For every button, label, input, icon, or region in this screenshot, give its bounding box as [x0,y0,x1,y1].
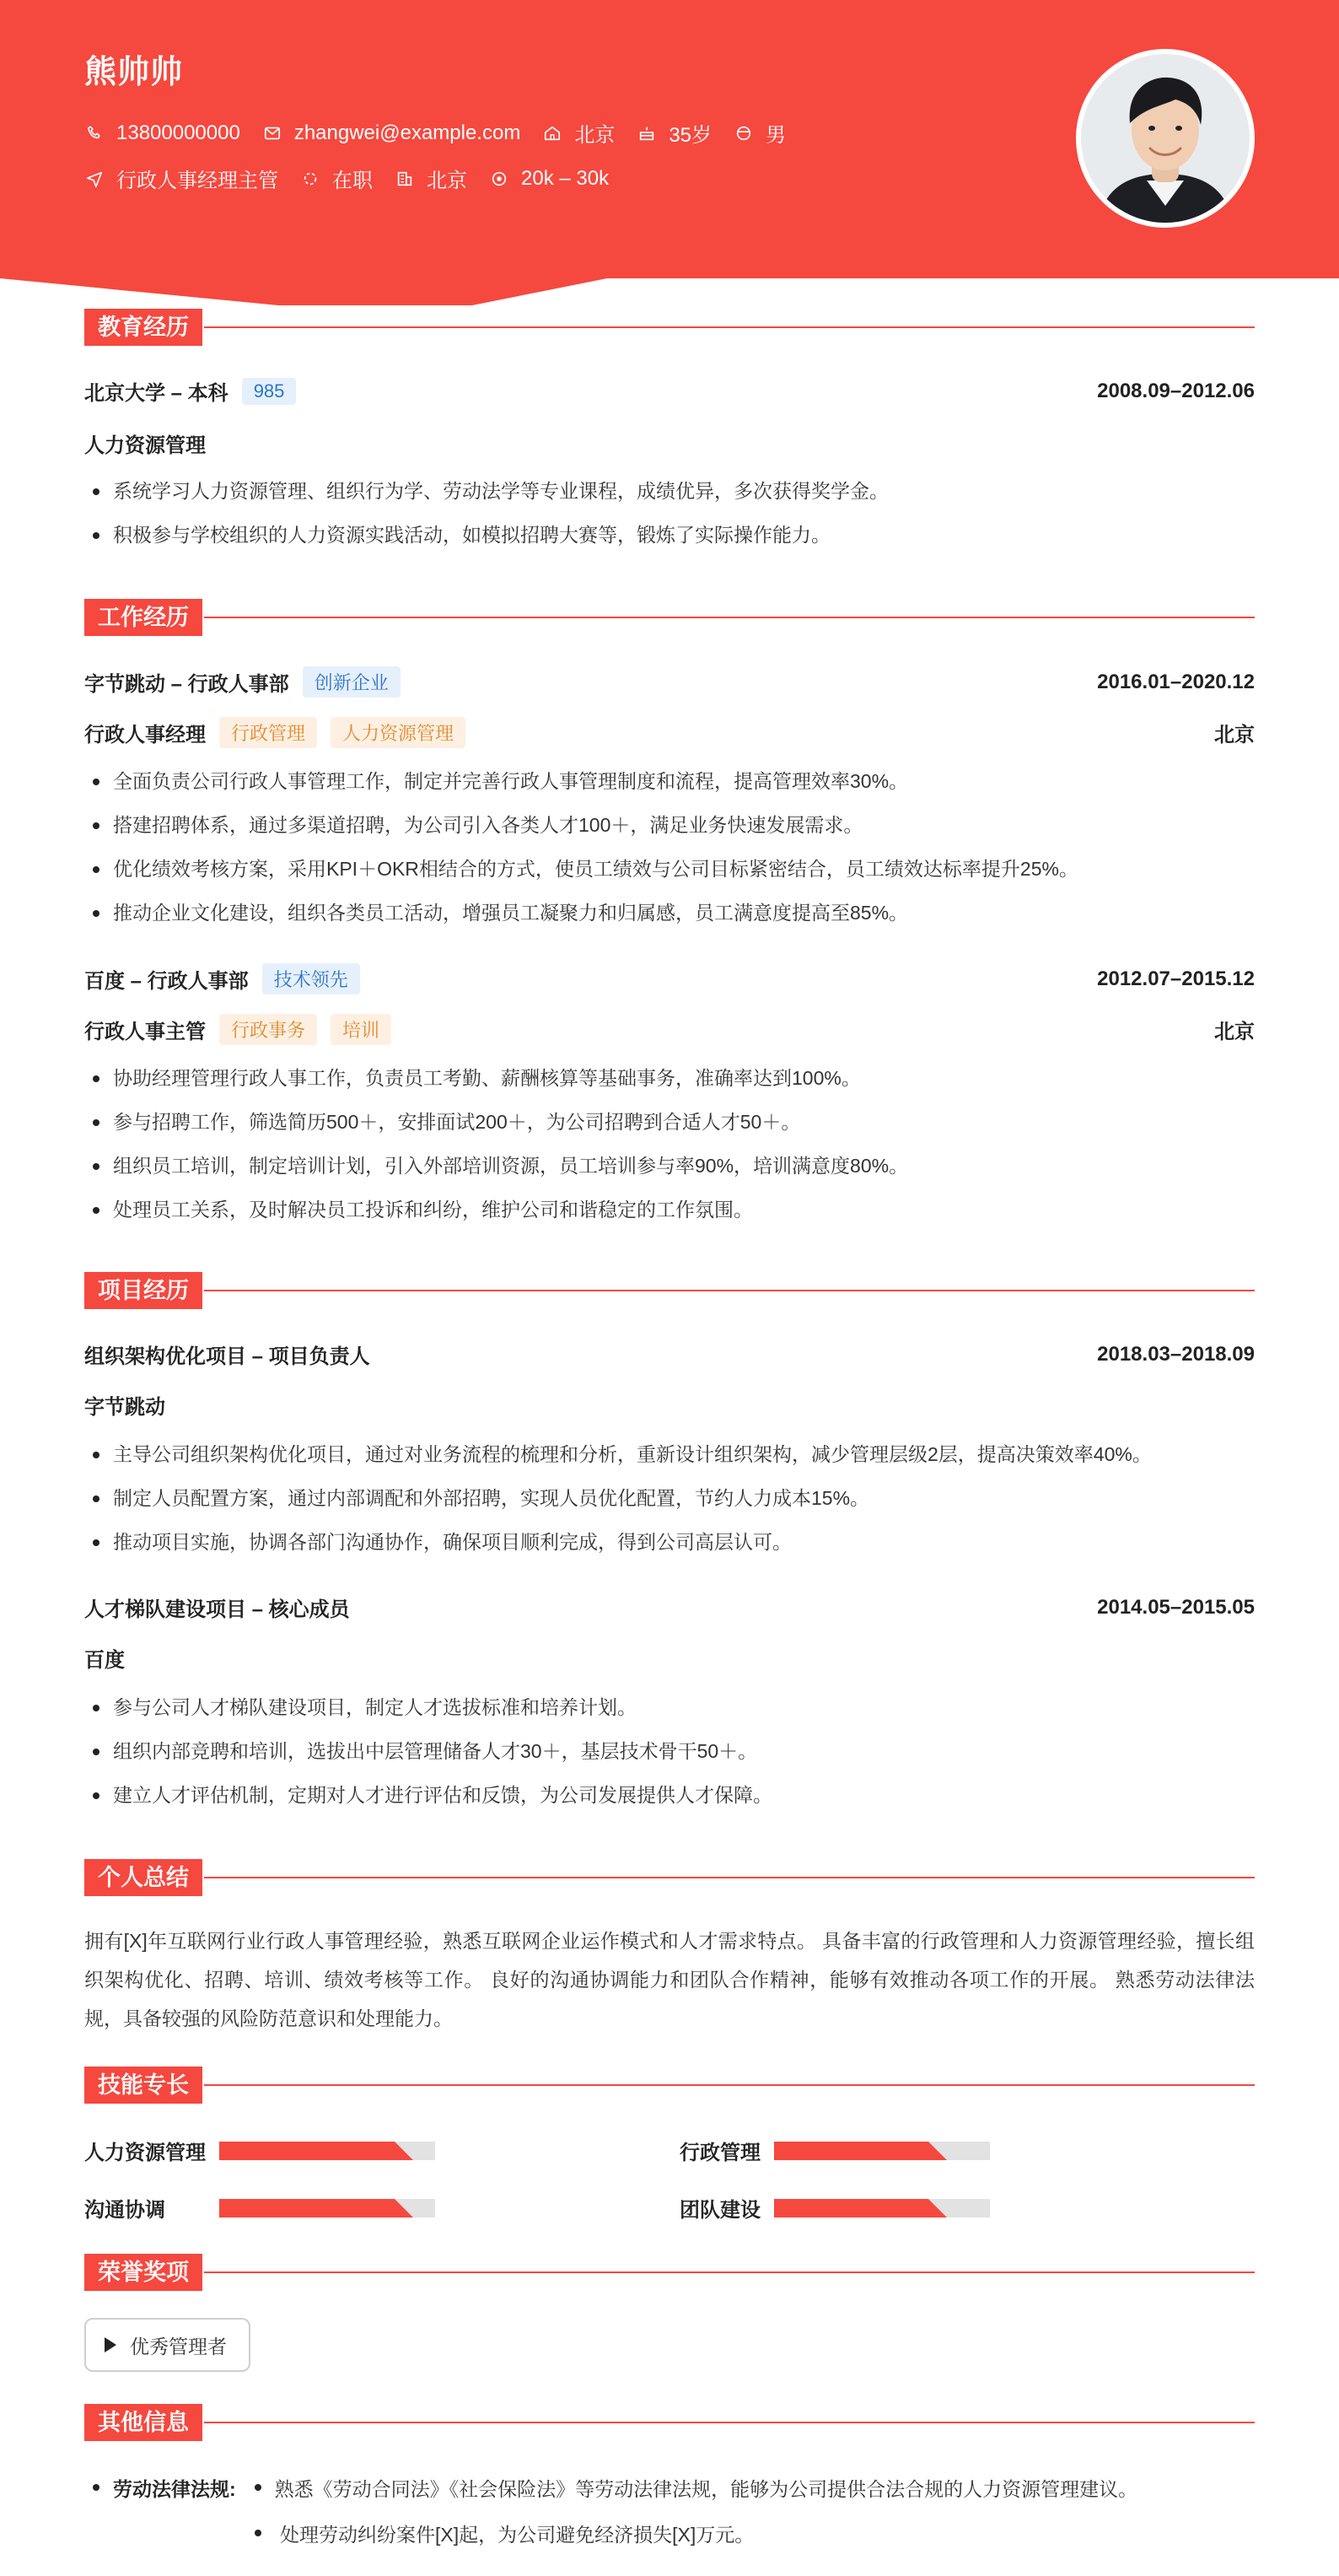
other-section-header [84,2404,1255,2441]
job-location: 北京 [1214,1021,1255,1043]
email-info [262,121,521,145]
award-label: 优秀管理者 [130,2335,227,2358]
phone-info [84,121,240,145]
skill-item [84,2136,435,2165]
salary-text: 20k – 30k [521,166,610,190]
project-1-org-row [84,1390,1255,1420]
list-item: 制定人员配置方案，通过内部调配和外部招聘，实现人员优化配置，节约人力成本15%。 [84,1476,1255,1520]
phone-text: 13800000000 [116,121,240,144]
role-tag: 人力资源管理 [331,717,465,748]
major-name: 人力资源管理 [84,434,206,457]
skill-item [680,2136,990,2165]
role-tag: 行政管理 [219,717,317,748]
coin-icon [489,169,509,189]
work-section-header [84,599,1255,636]
resume-header [0,0,1339,312]
send-icon [84,169,105,189]
email-text: zhangwei@example.com [293,121,521,144]
list-item: 组织员工培训，制定培训计划，引入外部培训资源，员工培训参与率90%，培训满意度80%。 [84,1144,1255,1188]
major-row [84,428,1255,458]
list-item: 系统学习人力资源管理、组织行为学、劳动法学等专业课程，成绩优异，多次获得奖学金。 [84,469,1255,513]
skill-bar-fill [219,2199,395,2218]
other-info-text: 处理劳动纠纷案件[X]起，为公司避免经济损失[X]万元。 [280,2523,755,2546]
cake-icon [637,123,657,143]
list-item: 全面负责公司行政人事管理工作，制定并完善行政人事管理制度和流程，提高管理效率30%。 [84,759,1255,803]
job-2-row [84,963,1255,994]
project-date: 2014.05–2015.05 [1097,1595,1255,1619]
status-icon [300,169,320,189]
job-date: 2012.07–2015.12 [1097,967,1255,990]
school-name: 北京大学 – 本科 [84,382,229,405]
play-icon [105,2337,116,2352]
project-date: 2018.03–2018.09 [1097,1342,1255,1366]
building-icon [395,169,415,189]
summary-section-title: 个人总结 [84,1859,202,1896]
project-2-row [84,1592,1255,1622]
project-2-org-row [84,1643,1255,1673]
skill-name: 行政管理 [680,2142,761,2164]
status-text: 在职 [332,170,373,192]
summary-section-header [84,1859,1255,1896]
list-item: 推动项目实施，协调各部门沟通协作，确保项目顺利完成，得到公司高层认可。 [84,1520,1255,1564]
job-company: 百度 – 行政人事部 [84,970,249,993]
target-job-text: 行政人事经理主管 [116,170,278,192]
job-1-role-row [84,717,1255,748]
education-bullets [84,469,1255,557]
role-tag: 培训 [331,1014,391,1045]
target-city-text: 北京 [427,170,467,192]
list-item: 参与公司人才梯队建设项目，制定人才选拔标准和培养计划。 [84,1685,1255,1729]
section-divider [204,326,1255,328]
age-info [637,118,712,148]
other-info-row [84,2465,1255,2510]
education-row [84,376,1255,406]
list-item: 参与招聘工作，筛选简历500＋，安排面试200＋，为公司招聘到合适人才50＋。 [84,1100,1255,1144]
skill-bar [774,2142,990,2160]
other-info-text: 熟悉《劳动合同法》《社会保险法》等劳动法律法规，能够为公司提供合法合规的人力资源管理建议。 [274,2477,1138,2500]
list-item: 主导公司组织架构优化项目，通过对业务流程的梳理和分析，重新设计组织架构，减少管理层级2层，提高决策效率40%。 [84,1432,1255,1476]
skill-item [680,2193,990,2223]
status-info [300,164,373,193]
company-badge: 技术领先 [262,963,360,994]
section-divider [204,2084,1255,2086]
phone-icon [84,123,105,143]
avatar [1076,49,1255,228]
other-info-label: 劳动法律法规: [113,2477,236,2500]
project-2-bullets [84,1685,1255,1817]
company-badge: 创新企业 [303,666,401,698]
job-location: 北京 [1214,724,1255,746]
list-item: 搭建招聘体系，通过多渠道招聘，为公司引入各类人才100＋，满足业务快速发展需求。 [84,803,1255,847]
award-chip [84,2318,250,2372]
education-section-header [84,309,1255,346]
project-org: 百度 [84,1649,125,1672]
awards-section-title: 荣誉奖项 [84,2254,202,2291]
awards-section-header [84,2254,1255,2291]
project-1-row [84,1339,1255,1369]
list-item: 组织内部竞聘和培训，选拔出中层管理储备人才30＋，基层技术骨干50＋。 [84,1729,1255,1773]
skill-item [84,2193,435,2223]
other-info-row [84,2510,1255,2556]
role-tag: 行政事务 [219,1014,317,1045]
bullet-dot [93,2484,99,2491]
job-role: 行政人事经理 [84,724,206,746]
job-intent-row [84,164,631,193]
city-text: 北京 [574,124,616,147]
gender-info [734,118,786,148]
education-date: 2008.09–2012.06 [1097,379,1255,402]
section-divider [204,1290,1255,1291]
section-divider [204,1877,1255,1878]
other-info [84,2465,1255,2556]
gender-text: 男 [766,124,787,147]
skill-bar-fill [219,2142,395,2160]
list-item: 处理员工关系，及时解决员工投诉和纠纷，维护公司和谐稳定的工作氛围。 [84,1188,1255,1231]
gender-icon [734,123,754,143]
list-item: 优化绩效考核方案，采用KPI＋OKR相结合的方式，使员工绩效与公司目标紧密结合，员工绩效达标率提升25%。 [84,847,1255,891]
bullet-dot [255,2530,261,2536]
skill-bar-fill [774,2142,928,2160]
bullet-dot [255,2484,261,2491]
skill-bar [774,2199,990,2218]
city-info [542,118,615,148]
skill-name: 团队建设 [680,2199,761,2222]
skills-section-header [84,2067,1255,2104]
skill-bar [219,2142,435,2160]
job-1-bullets [84,759,1255,935]
candidate-name: 熊帅帅 [84,55,184,90]
skill-bar [219,2199,435,2218]
home-icon [542,123,562,143]
section-divider [204,2272,1255,2273]
job-2-role-row [84,1014,1255,1045]
skill-name: 沟通协调 [84,2199,165,2222]
age-text: 35岁 [669,124,713,147]
project-name: 组织架构优化项目 – 项目负责人 [84,1345,370,1368]
contact-info-row [84,118,808,148]
target-job-info [84,164,278,193]
skill-bar-fill [774,2199,928,2218]
list-item: 积极参与学校组织的人力资源实践活动，如模拟招聘大赛等，锻炼了实际操作能力。 [84,513,1255,557]
education-section-title: 教育经历 [84,309,202,346]
salary-info [489,167,609,191]
mail-icon [262,123,282,143]
project-org: 字节跳动 [84,1396,165,1419]
list-item: 协助经理管理行政人事工作，负责员工考勤、薪酬核算等基础事务，准确率达到100%。 [84,1056,1255,1100]
job-company: 字节跳动 – 行政人事部 [84,673,289,696]
job-role: 行政人事主管 [84,1021,206,1043]
project-1-bullets [84,1432,1255,1564]
project-section-header [84,1272,1255,1309]
skills-section-title: 技能专长 [84,2067,202,2104]
job-2-bullets [84,1056,1255,1231]
summary-text: 拥有[X]年互联网行业行政人事管理经验，熟悉互联网企业运作模式和人才需求特点。 具备丰富的行政管理和人力资源管理经验，擅长组织架构优化、招聘、培训、绩效考核等工作。 良好的沟通协调能力和团队合作精神，能够有效推动各项工作的开展。 熟悉劳动法律法规，具备较强的风险防范意识和处理能力。 [84,1930,1255,2029]
project-name: 人才梯队建设项目 – 核心成员 [84,1598,350,1621]
list-item: 推动企业文化建设，组织各类员工活动，增强员工凝聚力和归属感，员工满意度提高至85%。 [84,891,1255,935]
avatar-portrait [1081,54,1250,223]
other-section-title: 其他信息 [84,2404,202,2441]
target-city-info [395,164,467,193]
section-divider [204,617,1255,618]
list-item: 建立人才评估机制，定期对人才进行评估和反馈，为公司发展提供人才保障。 [84,1773,1255,1817]
job-1-row [84,666,1255,698]
project-section-title: 项目经历 [84,1272,202,1309]
school-badge: 985 [242,378,297,405]
job-date: 2016.01–2020.12 [1097,670,1255,693]
work-section-title: 工作经历 [84,599,202,636]
section-divider [204,2422,1255,2423]
skill-name: 人力资源管理 [84,2142,206,2164]
